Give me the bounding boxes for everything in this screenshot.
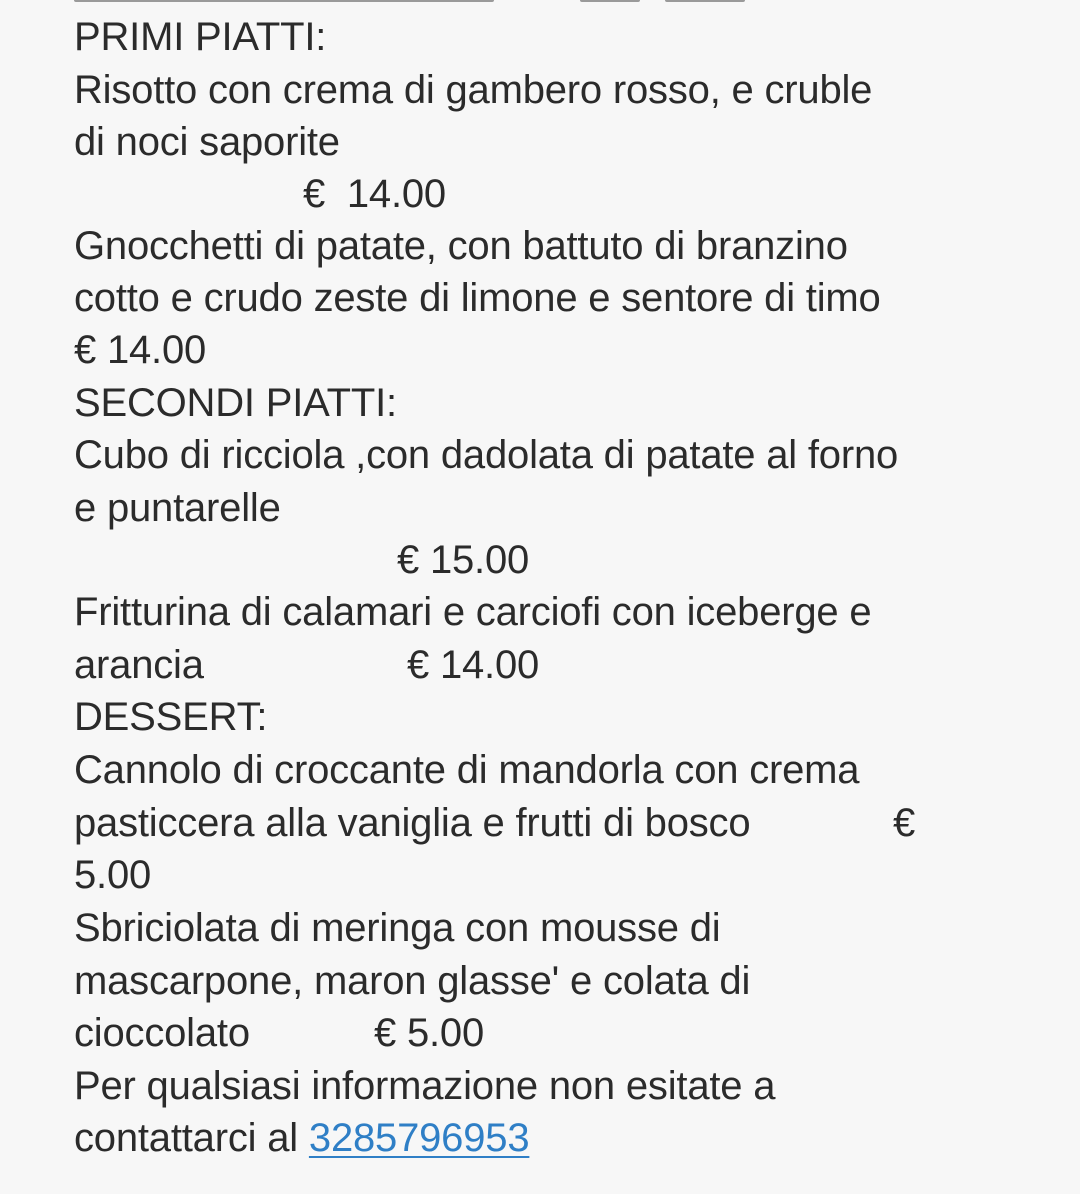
primi-item2-price: € 14.00	[74, 328, 207, 372]
primi-item1-line1: Risotto con crema di gambero rosso, e cruble	[74, 68, 873, 112]
dessert-item2-line3: cioccolato	[74, 1011, 250, 1055]
dessert-item2-price: € 5.00	[374, 1011, 485, 1055]
dessert-item2-line2: mascarpone, maron glasse' e colata di	[74, 959, 751, 1003]
primi-heading: PRIMI PIATTI:	[74, 15, 327, 59]
secondi-item1-price: € 15.00	[397, 538, 530, 582]
contact-prefix: contattarci al	[74, 1116, 309, 1160]
dessert-heading: DESSERT:	[74, 695, 268, 739]
contact-line2	[74, 1112, 529, 1164]
dessert-item1-line1: Cannolo di croccante di mandorla con crema	[74, 748, 860, 792]
primi-item1-price: € 14.00	[303, 172, 446, 216]
primi-item1-line2: di noci saporite	[74, 120, 340, 164]
dessert-item1-line2: pasticcera alla vaniglia e frutti di bosco	[74, 801, 751, 845]
dessert-item1-price-value: 5.00	[74, 853, 152, 897]
secondi-item2-line1: Fritturina di calamari e carciofi con iceberge e	[74, 590, 872, 634]
dessert-item2-line1: Sbriciolata di meringa con mousse di	[74, 906, 721, 950]
secondi-heading: SECONDI PIATTI:	[74, 381, 397, 425]
primi-item2-line1: Gnocchetti di patate, con battuto di branzino	[74, 224, 848, 268]
contact-line1: Per qualsiasi informazione non esitate a	[74, 1064, 776, 1108]
primi-item2-line2: cotto e crudo zeste di limone e sentore di timo	[74, 276, 881, 320]
phone-number-link[interactable]: 3285796953	[308, 1116, 530, 1160]
secondi-item1-line1: Cubo di ricciola ,con dadolata di patate al forno	[74, 433, 899, 477]
clipped-previous-line	[74, 0, 794, 4]
secondi-item2-price: € 14.00	[407, 643, 540, 687]
secondi-item2-line2: arancia	[74, 643, 204, 687]
secondi-item1-line2: e puntarelle	[74, 486, 281, 530]
dessert-item1-price-symbol: €	[893, 801, 916, 845]
